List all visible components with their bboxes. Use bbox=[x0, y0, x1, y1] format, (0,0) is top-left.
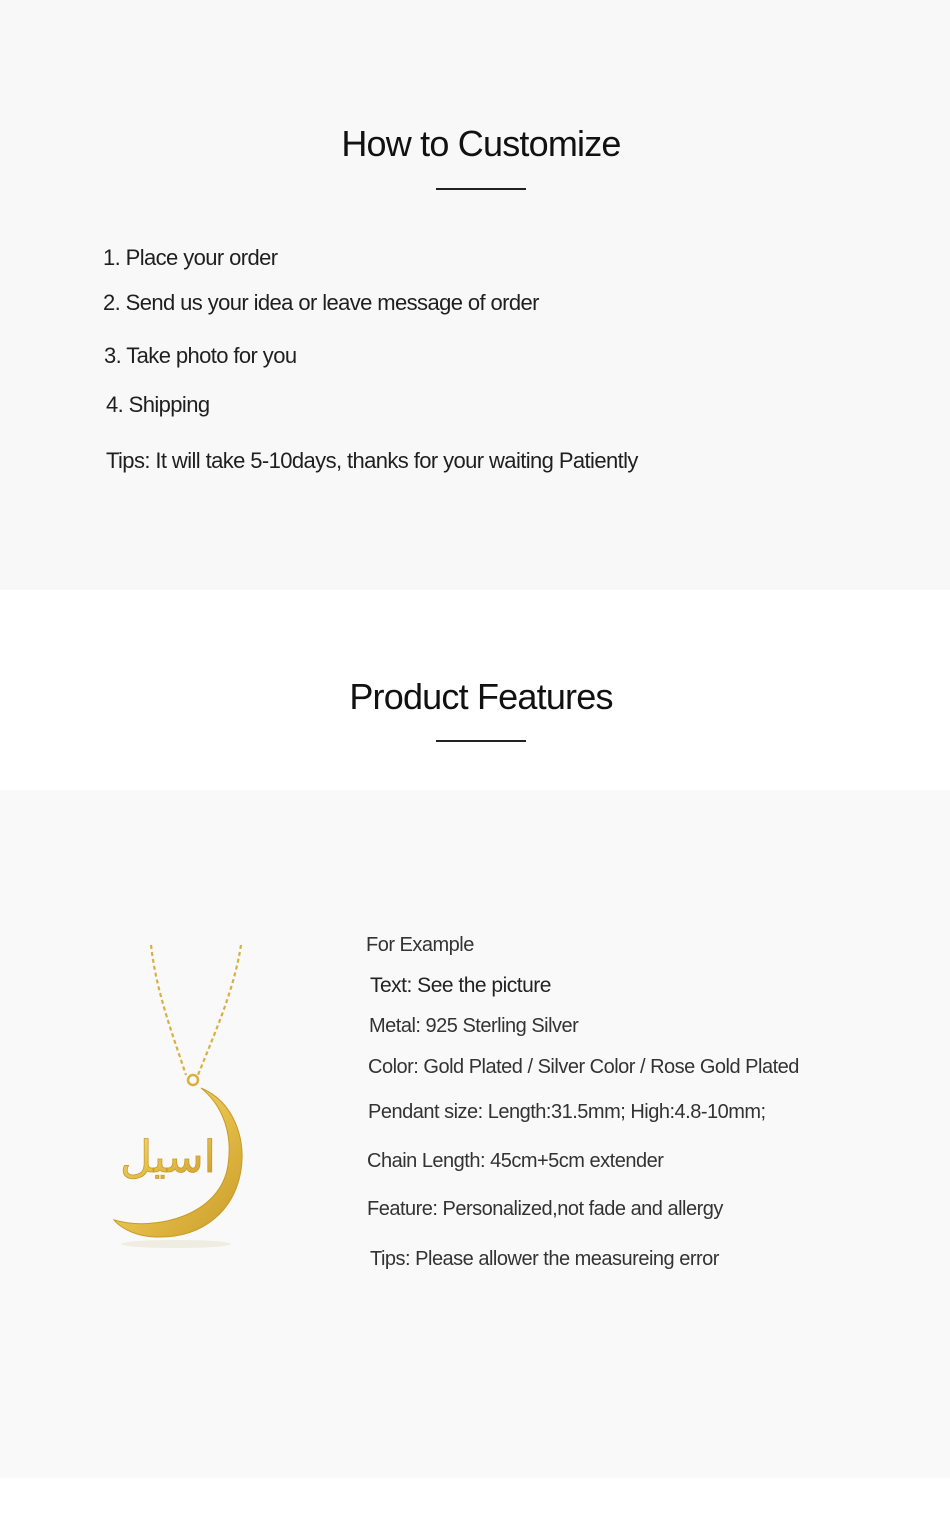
feature-chain-length: Chain Length: 45cm+5cm extender bbox=[367, 1150, 664, 1172]
necklace-product-image bbox=[96, 940, 256, 1250]
pendant-bail bbox=[188, 1075, 198, 1085]
features-title: Product Features bbox=[349, 676, 613, 717]
customize-tips: Tips: It will take 5-10days, thanks for your waiting Patiently bbox=[106, 448, 638, 473]
step-2: 2. Send us your idea or leave message of order bbox=[103, 290, 539, 315]
feature-metal: Metal: 925 Sterling Silver bbox=[369, 1015, 579, 1037]
customize-title: How to Customize bbox=[341, 123, 621, 164]
features-header-section bbox=[0, 590, 950, 790]
feature-tips: Tips: Please allower the measureing error bbox=[370, 1248, 719, 1270]
chain-left bbox=[151, 945, 186, 1075]
customize-title-underline bbox=[436, 188, 526, 190]
step-1: 1. Place your order bbox=[103, 245, 278, 270]
features-example-label: For Example bbox=[366, 934, 474, 956]
step-4: 4. Shipping bbox=[106, 392, 210, 417]
pendant-reflection bbox=[121, 1240, 231, 1248]
step-3: 3. Take photo for you bbox=[104, 343, 297, 368]
feature-color: Color: Gold Plated / Silver Color / Rose Gold Plated bbox=[368, 1056, 799, 1078]
feature-feature: Feature: Personalized,not fade and allergy bbox=[367, 1198, 723, 1220]
feature-pendant-size: Pendant size: Length:31.5mm; High:4.8-10mm; bbox=[368, 1101, 766, 1123]
bottom-spacer bbox=[0, 1478, 950, 1537]
features-title-underline bbox=[436, 740, 526, 742]
customize-section bbox=[0, 0, 950, 590]
arabic-name-text: اسيل bbox=[120, 1132, 216, 1183]
feature-text: Text: See the picture bbox=[370, 974, 551, 997]
chain-right bbox=[198, 945, 241, 1075]
